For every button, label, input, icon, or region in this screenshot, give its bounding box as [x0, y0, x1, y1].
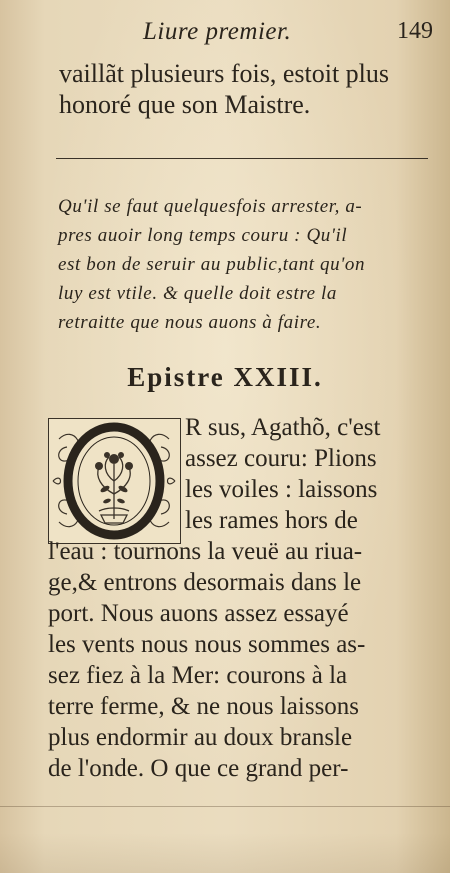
text-line: vaillãt plusieurs fois, estoit plus: [59, 59, 390, 88]
summary-line: retraitte que nous auons à faire.: [58, 312, 322, 333]
summary-line: Qu'il se faut quelquesfois arrester, a-: [58, 196, 363, 217]
page-header: [143, 18, 433, 50]
summary-line: est bon de seruir au public,tant qu'on: [58, 254, 366, 275]
text-line: ge,& entrons desormais dans le: [48, 569, 362, 596]
epistle-body: [48, 412, 423, 784]
continuation-text: [59, 58, 431, 120]
text-line: l'eau : tournons la veuë au riua-: [48, 538, 363, 565]
text-line: sez fiez à la Mer: courons à la: [48, 662, 348, 689]
epistle-title: Epistre XXIII.: [127, 362, 323, 392]
text-line: honoré que son Maistre.: [59, 90, 311, 119]
page-number: 149: [397, 18, 433, 44]
summary-line: luy est vtile. & quelle doit estre la: [58, 283, 337, 304]
text-line: les voiles : laissons: [185, 476, 378, 503]
running-title: Liure premier.: [143, 18, 292, 45]
text-line: les vents nous nous sommes as-: [48, 631, 366, 658]
page-bottom-edge: [0, 806, 450, 807]
text-line: port. Nous auons assez essayé: [48, 600, 349, 627]
text-line: de l'onde. O que ce grand per-: [48, 755, 349, 782]
text-line: les rames hors de: [185, 507, 358, 534]
summary-line: pres auoir long temps couru : Qu'il: [58, 225, 348, 246]
text-line: assez couru: Plions: [185, 445, 377, 472]
text-line: plus endormir au doux bransle: [48, 724, 353, 751]
text-line: R sus, Agathõ, c'est: [185, 414, 381, 441]
epistle-summary: [58, 192, 430, 337]
text-line: terre ferme, & ne nous laissons: [48, 693, 360, 720]
section-divider: [56, 158, 428, 159]
